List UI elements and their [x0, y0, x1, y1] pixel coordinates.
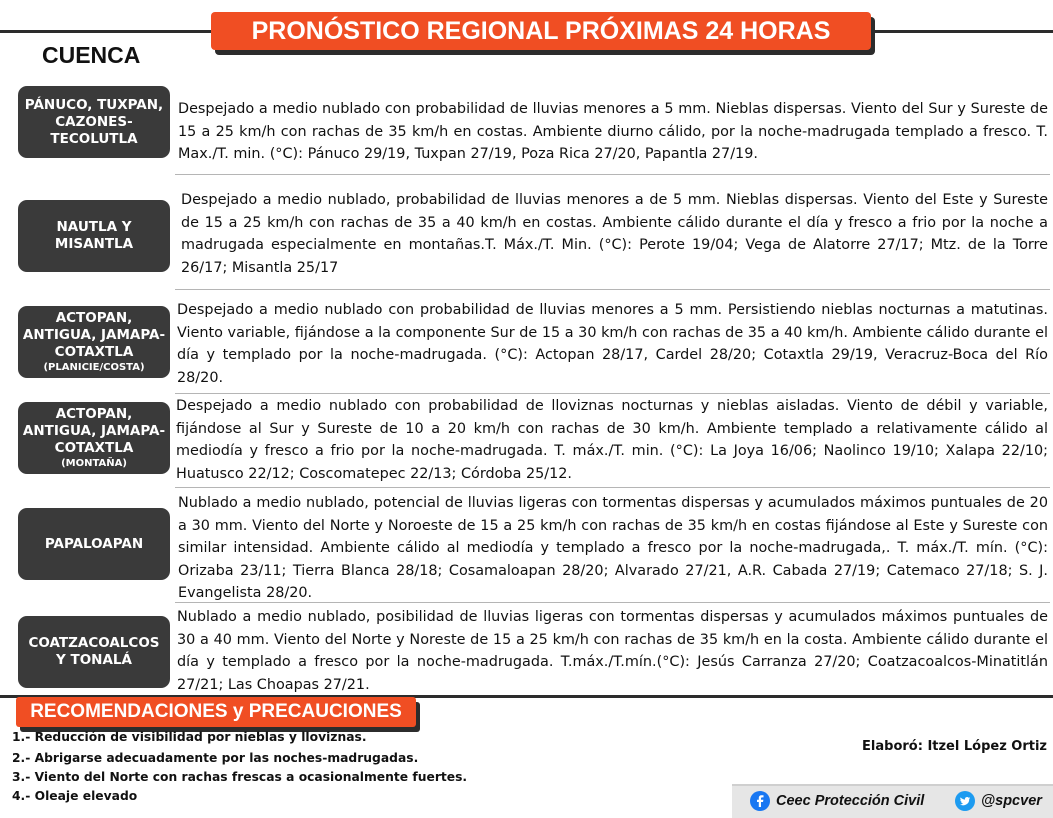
- zone-label-line: CAZONES-: [55, 113, 133, 130]
- recommendations-title-text: RECOMENDACIONES y PRECAUCIONES: [30, 701, 402, 722]
- zone-label-line: COTAXTLA: [54, 344, 134, 360]
- zone-forecast-actopan-montana: Despejado a medio nublado con probabilidad de lloviznas nocturnas y nieblas aisladas. Viento de débil y variable, fijándose al Sur y Sureste de 10 a 20 km/h con rachas de 30 km/h. Ambiente templado a relativamente cálido al mediodía y fresco a frio por la noche-madrugada. T. máx./T. min. (°C): La Joya 16/06; Naolinco 19/10; Xalapa 22/10; Huatusco 22/12; Coscomatepec 22/13; Córdoba 25/12.: [176, 398, 1048, 482]
- zone-forecast-coatzacoalcos: Nublado a medio nublado, posibilidad de lluvias ligeras con tormentas dispersas y acumulados máximos puntuales de 30 a 40 mm. Viento del Norte y Noreste de 15 a 25 km/h con rachas de 35 km/h en la costa. Ambiente cálido durante el día y templado a fresco por la noche-madrugada. T.máx./T.mín.(°C): Jesús Carranza 27/20; Coatzacoalcos-Minatitlán 27/21; Las Choapas 27/21.: [177, 609, 1048, 693]
- zone-label-line: MISANTLA: [54, 236, 134, 252]
- zone-separator: [175, 289, 1050, 290]
- zone-label-line: TECOLUTLA: [50, 130, 138, 147]
- zone-label-line: ACTOPAN,: [55, 406, 133, 422]
- page-title: [211, 12, 871, 50]
- zone-label-coatzacoalcos: [18, 616, 170, 688]
- zone-label-nautla: [18, 200, 170, 272]
- facebook-link[interactable]: [750, 791, 924, 811]
- zone-separator: [175, 602, 1050, 603]
- page-title-text: PRONÓSTICO REGIONAL PRÓXIMAS 24 HORAS: [251, 16, 831, 45]
- zone-label-sub: (PLANICIE/COSTA): [43, 362, 145, 373]
- zone-label-line: Y TONALÁ: [56, 652, 132, 668]
- zone-label-line: NAUTLA Y: [56, 219, 132, 235]
- zone-label-line: COTAXTLA: [54, 440, 134, 456]
- facebook-handle: Ceec Protección Civil: [776, 793, 925, 809]
- twitter-link[interactable]: [955, 791, 1042, 811]
- recommendation-item: 2.- Abrigarse adecuadamente por las noches-madrugadas.: [12, 751, 419, 765]
- zone-label-actopan-montana: [18, 402, 170, 474]
- zone-label-papaloapan: [18, 508, 170, 580]
- recommendation-item: 4.- Oleaje elevado: [12, 789, 138, 803]
- zone-forecast-panuco: Despejado a medio nublado con probabilidad de lluvias menores a 5 mm. Nieblas dispersas. Viento del Sur y Sureste de 15 a 25 km/h con rachas de 35 km/h en costas. Ambiente diurno cálido, por la noche-madrugada templado a fresco. T. Max./T. min. (°C): Pánuco 29/19, Tuxpan 27/19, Poza Rica 27/20, Papantla 27/19.: [178, 101, 1048, 162]
- zone-forecast-papaloapan: Nublado a medio nublado, potencial de lluvias ligeras con tormentas dispersas y acumulados máximos puntuales de 20 a 30 mm. Viento del Norte y Noroeste de 15 a 25 km/h con rachas de 35 km/h en costas fijándose al Este y Sureste con similar intensidad. Ambiente cálido al mediodía y templado a fresco por la noche-madrugada,. T. máx./T. mín. (°C): Orizaba 23/11; Tierra Blanca 28/18; Cosamaloapan 28/20; Alvarado 27/21, A.R. Cabada 27/19; Catemaco 27/18; S. J. Evangelista 28/20.: [178, 495, 1048, 601]
- zone-label-line: ANTIGUA, JAMAPA-: [22, 423, 166, 439]
- zone-separator: [175, 174, 1050, 175]
- zone-separator: [175, 487, 1050, 488]
- zone-label-line: COATZACOALCOS: [28, 635, 160, 651]
- recommendation-item: 1.- Reducción de visibilidad por nieblas y lloviznas.: [12, 730, 367, 744]
- twitter-handle: @spcver: [981, 793, 1042, 809]
- zone-forecast-nautla: Despejado a medio nublado, probabilidad de lluvias menores a de 5 mm. Nieblas dispersas. Viento del Este y Sureste de 15 a 25 km/h con rachas de 35 a 40 km/h en costas. Ambiente cálido durante el día y fresco a frio por la noche a madrugada especialmente en montañas.T. Máx./T. Min. (°C): Perote 19/04; Vega de Alatorre 27/17; Mtz. de la Torre 26/17; Misantla 25/17: [181, 192, 1048, 276]
- facebook-icon: [750, 791, 770, 811]
- zone-forecast-actopan-planicie: Despejado a medio nublado con probabilidad de lluvias menores a 5 mm. Persistiendo nieblas nocturnas a matutinas. Viento variable, fijándose a la componente Sur de 15 a 30 km/h con rachas de 35 a 40 km/h. Ambiente cálido durante el día y templado por la noche-madrugada. (°C): Actopan 28/17, Cardel 28/20; Cotaxtla 29/19, Veracruz-Boca del Río 28/20.: [177, 302, 1048, 386]
- author-credit: Elaboró: Itzel López Ortiz: [862, 739, 1047, 754]
- recommendations-title: [16, 697, 416, 727]
- zone-label-line: PAPALOAPAN: [44, 535, 144, 552]
- twitter-icon: [955, 791, 975, 811]
- zone-label-line: ACTOPAN,: [55, 310, 133, 326]
- region-title: CUENCA: [42, 42, 141, 68]
- zone-label-actopan-planicie: [18, 306, 170, 378]
- zone-separator: [175, 393, 1050, 394]
- zone-label-line: PÁNUCO, TUXPAN,: [24, 96, 164, 113]
- zone-label-line: ANTIGUA, JAMAPA-: [22, 327, 166, 343]
- zone-label-panuco: [18, 86, 170, 158]
- recommendation-item: 3.- Viento del Norte con rachas frescas a ocasionalmente fuertes.: [12, 770, 468, 784]
- zone-label-sub: (MONTAÑA): [61, 458, 127, 469]
